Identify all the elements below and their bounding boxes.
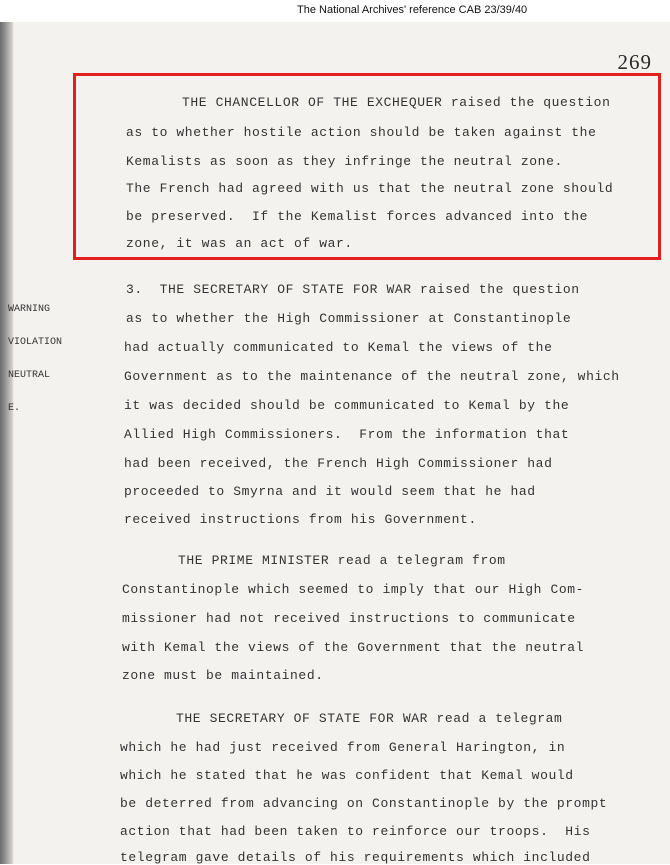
- paragraph-3-line: THE PRIME MINISTER read a telegram from: [178, 553, 506, 568]
- paragraph-4-line: which he had just received from General Harington, in: [120, 740, 566, 755]
- paragraph-1-line: zone, it was an act of war.: [126, 236, 353, 251]
- paragraph-3-line: with Kemal the views of the Government that the neutral: [122, 640, 585, 655]
- paragraph-1-line: as to whether hostile action should be taken against the: [126, 125, 597, 140]
- paragraph-2-line: received instructions from his Government.: [124, 512, 477, 527]
- archive-header: [0, 0, 670, 22]
- margin-note: [8, 282, 62, 425]
- paragraph-4-line: THE SECRETARY OF STATE FOR WAR read a telegram: [176, 711, 563, 726]
- paragraph-2-line: Allied High Commissioners. From the information that: [124, 427, 570, 442]
- paragraph-1-line: be preserved. If the Kemalist forces advanced into the: [126, 209, 589, 224]
- paragraph-2-line: it was decided should be communicated to Kemal by the: [124, 398, 570, 413]
- paragraph-4-line: action that had been taken to reinforce our troops. His: [120, 824, 591, 839]
- margin-note-line: VIOLATION: [8, 337, 63, 348]
- paragraph-2-line: had actually communicated to Kemal the views of the: [124, 340, 553, 355]
- margin-note-line: WARNING: [8, 304, 51, 315]
- archive-reference: The National Archives' reference CAB 23/39/40: [297, 4, 528, 16]
- paragraph-3-line: zone must be maintained.: [122, 668, 324, 683]
- margin-note-line: NEUTRAL: [8, 370, 51, 381]
- paragraph-4-line: which he stated that he was confident that Kemal would: [120, 768, 574, 783]
- paragraph-2-line: 3. THE SECRETARY OF STATE FOR WAR raised the question: [126, 282, 580, 297]
- paragraph-2-line: had been received, the French High Commissioner had: [124, 456, 553, 471]
- paragraph-2-line: proceeded to Smyrna and it would seem that he had: [124, 484, 536, 499]
- paragraph-1-line: Kemalists as soon as they infringe the neutral zone.: [126, 154, 563, 169]
- paragraph-2-line: Government as to the maintenance of the neutral zone, which: [124, 369, 620, 384]
- paragraph-3-line: Constantinople which seemed to imply that our High Com-: [122, 582, 585, 597]
- paragraph-1-line: THE CHANCELLOR OF THE EXCHEQUER raised the question: [182, 95, 611, 110]
- margin-note-line: E.: [8, 403, 21, 414]
- paragraph-4-line: be deterred from advancing on Constantinople by the prompt: [120, 796, 608, 811]
- paragraph-4-line: telegram gave details of his requirements which included: [120, 850, 591, 865]
- paragraph-1-line: The French had agreed with us that the neutral zone should: [126, 181, 614, 196]
- page-number: 269: [617, 50, 652, 74]
- paragraph-2-line: as to whether the High Commissioner at Constantinople: [126, 311, 572, 326]
- paragraph-3-line: missioner had not received instructions to communicate: [122, 611, 576, 626]
- page-binding-edge: [0, 22, 14, 864]
